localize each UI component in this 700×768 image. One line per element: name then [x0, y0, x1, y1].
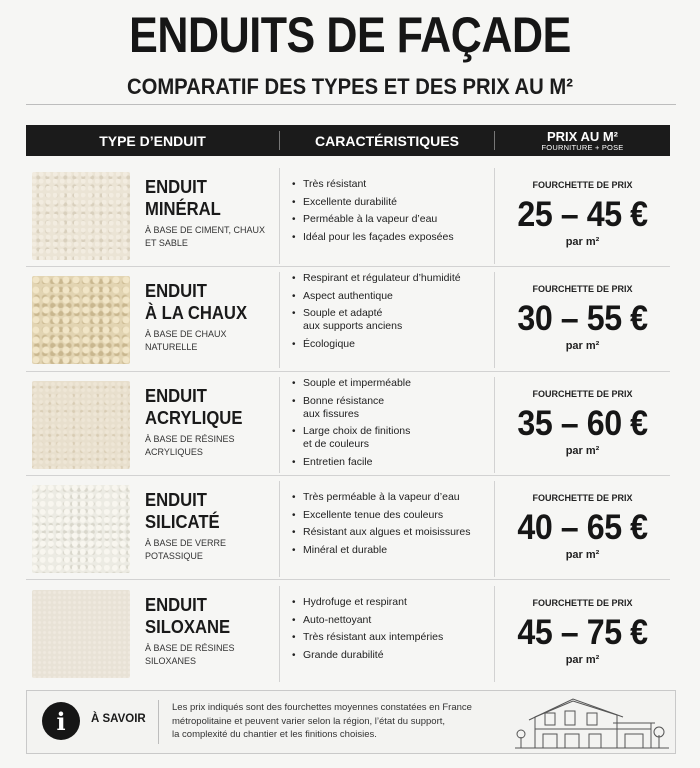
header-price-sub: FOURNITURE + POSE — [541, 142, 624, 152]
texture-swatch — [32, 381, 130, 469]
price-unit: par m² — [565, 654, 600, 666]
page-title: ENDUITS DE FAÇADE — [129, 7, 571, 63]
price-range-label: FOURCHETTE DE PRIX — [532, 284, 633, 294]
render-name — [145, 489, 264, 533]
render-base: À BASE DE CIMENT, CHAUX ET SABLE — [145, 225, 266, 248]
price-unit: par m² — [565, 340, 600, 352]
characteristic-item: • Minéral et durable — [290, 544, 490, 557]
characteristic-item: • Auto-nettoyant — [290, 614, 490, 627]
render-base: À BASE DE RÉSINES SILOXANES — [145, 643, 235, 666]
characteristic-item: • Excellente durabilité — [290, 196, 490, 209]
render-base: À BASE DE VERRE POTASSIQUE — [145, 538, 227, 561]
price-range: 40 – 65 € — [517, 508, 648, 547]
price-range-label: FOURCHETTE DE PRIX — [532, 598, 633, 608]
characteristics-list — [290, 491, 490, 561]
render-name — [145, 176, 264, 220]
texture-swatch — [32, 485, 130, 573]
characteristics-list — [290, 377, 490, 473]
header-characteristics: CARACTÉRISTIQUES — [315, 132, 459, 149]
characteristics-list — [290, 178, 490, 248]
price-range-label: FOURCHETTE DE PRIX — [532, 389, 633, 399]
row-divider — [26, 475, 670, 476]
characteristic-item: • Idéal pour les façades exposées — [290, 231, 490, 244]
render-name-line2: MINÉRAL — [145, 198, 221, 219]
characteristic-item: • Excellente tenue des couleurs — [290, 509, 490, 522]
render-name-line2: SILOXANE — [145, 616, 231, 637]
price-range: 30 – 55 € — [517, 299, 648, 338]
info-icon: i — [42, 702, 80, 740]
column-divider — [279, 168, 280, 264]
characteristic-item: • Bonne résistance aux fissures — [290, 395, 490, 421]
texture-swatch — [32, 172, 130, 260]
characteristic-item: • Très résistant — [290, 178, 490, 191]
price-range: 25 – 45 € — [517, 195, 648, 234]
render-name — [145, 385, 264, 429]
info-box — [26, 690, 676, 754]
table-row — [26, 373, 670, 477]
characteristics-list — [290, 596, 490, 666]
characteristic-item: • Aspect authentique — [290, 290, 490, 303]
render-base: À BASE DE CHAUX NATURELLE — [145, 329, 227, 352]
title-divider — [26, 104, 676, 105]
row-divider — [26, 266, 670, 267]
row-divider — [26, 579, 670, 580]
characteristic-item: • Résistant aux algues et moisissures — [290, 526, 490, 539]
render-name-line2: SILICATÉ — [145, 511, 220, 532]
characteristic-item: • Hydrofuge et respirant — [290, 596, 490, 609]
info-text: Les prix indiqués sont des fourchettes moyennes constatées en France métropolitaine et peuvent varier selon la région, l’état du support, la complexité du chantier et les finitions choisies. — [172, 702, 472, 740]
table-row — [26, 268, 670, 372]
house-illustration — [513, 693, 671, 751]
render-name-line2: ACRYLIQUE — [145, 407, 243, 428]
texture-swatch — [32, 590, 130, 678]
price-unit: par m² — [565, 549, 600, 561]
price-unit: par m² — [565, 445, 600, 457]
info-divider — [158, 700, 159, 744]
characteristics-list — [290, 272, 490, 355]
render-name-line2: À LA CHAUX — [145, 302, 248, 323]
characteristic-item: • Très perméable à la vapeur d’eau — [290, 491, 490, 504]
header-type: TYPE D’ENDUIT — [99, 132, 206, 149]
column-divider — [279, 377, 280, 473]
render-name — [145, 280, 264, 324]
column-divider — [279, 586, 280, 682]
info-title: À SAVOIR — [91, 713, 146, 725]
table-row — [26, 582, 670, 686]
render-name — [145, 594, 264, 638]
price-range-label: FOURCHETTE DE PRIX — [532, 180, 633, 190]
characteristic-item: • Écologique — [290, 338, 490, 351]
header-price-label: PRIX AU M² — [546, 128, 619, 144]
table-row — [26, 164, 670, 268]
characteristic-item: • Perméable à la vapeur d’eau — [290, 213, 490, 226]
page-subtitle: COMPARATIF DES TYPES ET DES PRIX AU M² — [126, 74, 574, 99]
price-range-label: FOURCHETTE DE PRIX — [532, 493, 633, 503]
render-name-line1: ENDUIT — [145, 385, 207, 406]
column-divider — [279, 481, 280, 577]
characteristic-item: • Souple et imperméable — [290, 377, 490, 390]
row-divider — [26, 371, 670, 372]
characteristic-item: • Très résistant aux intempéries — [290, 631, 490, 644]
texture-swatch — [32, 276, 130, 364]
render-name-line1: ENDUIT — [145, 489, 207, 510]
characteristic-item: • Large choix de finitions et de couleurs — [290, 425, 490, 451]
price-range: 35 – 60 € — [517, 404, 648, 443]
column-divider — [279, 272, 280, 368]
render-base: À BASE DE RÉSINES ACRYLIQUES — [145, 434, 235, 457]
header-price — [495, 125, 670, 156]
characteristic-item: • Respirant et régulateur d’humidité — [290, 272, 490, 285]
characteristic-item: • Entretien facile — [290, 456, 490, 469]
characteristic-item: • Souple et adapté aux supports anciens — [290, 307, 490, 333]
table-row — [26, 477, 670, 581]
price-range: 45 – 75 € — [517, 613, 648, 652]
render-name-line1: ENDUIT — [145, 176, 207, 197]
table-header — [26, 125, 670, 156]
characteristic-item: • Grande durabilité — [290, 649, 490, 662]
render-name-line1: ENDUIT — [145, 594, 207, 615]
render-name-line1: ENDUIT — [145, 280, 207, 301]
price-unit: par m² — [565, 236, 600, 248]
